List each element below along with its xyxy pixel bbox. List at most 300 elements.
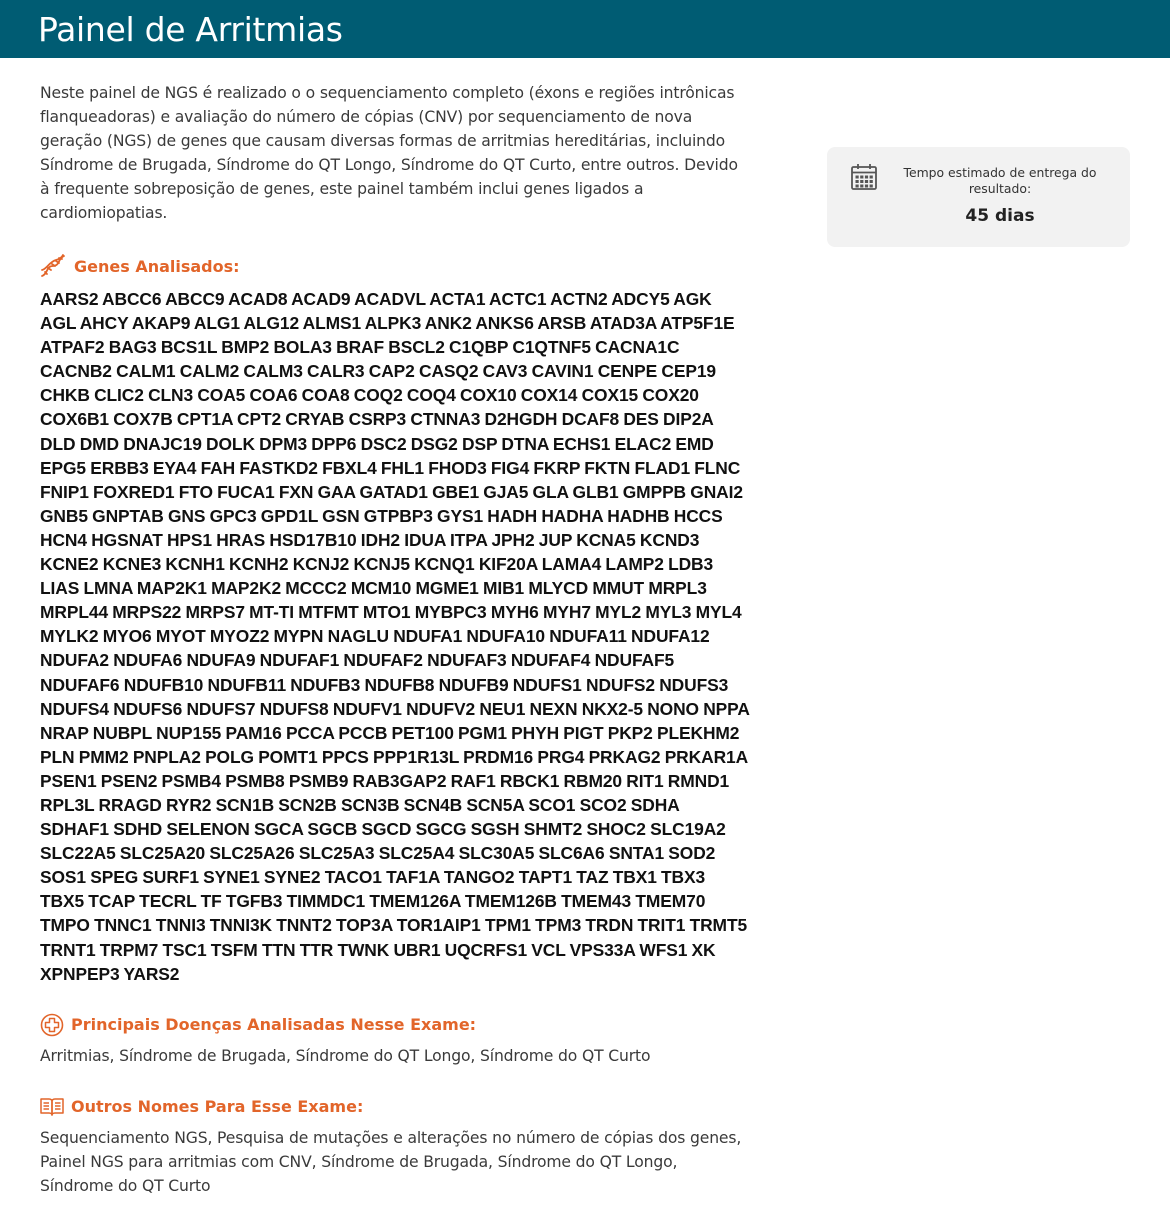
- gene-item: FHOD3: [428, 457, 487, 478]
- gene-item: NUP155: [156, 722, 222, 743]
- gene-item: AHCY: [79, 313, 129, 334]
- diseases-section-title: [40, 1012, 750, 1038]
- gene-item: MRPL44: [40, 602, 109, 623]
- gene-item: ACADVL: [354, 289, 426, 309]
- gene-item: GLA: [532, 481, 569, 502]
- gene-item: DLD: [40, 433, 76, 454]
- gene-item: SYNE1: [203, 867, 260, 888]
- gene-item: NPPA: [703, 698, 750, 719]
- gene-item: NKX2-5: [581, 698, 643, 719]
- gene-item: NDUFS7: [186, 698, 256, 719]
- gene-item: TECRL: [139, 891, 197, 912]
- other-names-text: Sequenciamento NGS, Pesquisa de mutações e alterações no número de cópias dos genes, Painel NGS para arritmias com CNV, Síndrome de Brugada, Síndrome do QT Longo, Síndrome do QT Curto: [40, 1128, 742, 1195]
- gene-item: UQCRFS1: [444, 939, 528, 960]
- gene-item: SURF1: [142, 867, 199, 888]
- gene-item: WFS1: [639, 939, 688, 960]
- gene-item: NDUFAF3: [427, 650, 507, 671]
- gene-item: CSRP3: [348, 409, 407, 430]
- gene-item: COX15: [581, 385, 639, 406]
- gene-item: NDUFA1: [393, 626, 463, 647]
- gene-item: TRMT5: [689, 915, 748, 936]
- gene-item: SCN2B: [278, 794, 337, 815]
- gene-item: TMEM126B: [464, 891, 557, 912]
- gene-item: KCNH2: [229, 554, 289, 575]
- gene-item: NDUFS3: [659, 674, 729, 695]
- gene-item: FIG4: [490, 457, 530, 478]
- gene-item: FBXL4: [322, 457, 377, 478]
- gene-item: NDUFB3: [290, 674, 361, 695]
- gene-item: KCNE2: [40, 554, 99, 575]
- gene-item: NEXN: [529, 698, 578, 719]
- gene-item: PCCB: [338, 722, 388, 743]
- gene-item: MYOT: [155, 626, 206, 647]
- gene-item: MYO6: [102, 626, 152, 647]
- gene-item: PSEN2: [100, 770, 158, 791]
- gene-item: ALG1: [193, 313, 240, 334]
- gene-item: ACAD8: [228, 289, 288, 309]
- gene-item: PPCS: [321, 746, 369, 767]
- gene-item: MTO1: [362, 602, 411, 623]
- gene-item: MYOZ2: [209, 626, 270, 647]
- gene-item: CALM1: [116, 361, 176, 382]
- gene-item: GAA: [317, 481, 356, 502]
- gene-item: LMNA: [83, 578, 133, 599]
- gene-item: NDUFS6: [113, 698, 183, 719]
- gene-item: RAB3GAP2: [352, 770, 447, 791]
- gene-item: NDUFS4: [40, 698, 109, 719]
- gene-item: TTR: [299, 939, 334, 960]
- gene-item: TMEM43: [561, 891, 632, 912]
- gene-item: ALMS1: [302, 313, 362, 334]
- gene-item: NDUFA6: [113, 650, 183, 671]
- gene-item: MRPS22: [112, 602, 182, 623]
- gene-item: MYLK2: [40, 626, 99, 647]
- gene-item: HCN4: [40, 529, 87, 550]
- gene-item: PRKAG2: [588, 746, 661, 767]
- gene-item: ELAC2: [614, 433, 672, 454]
- gene-item: SOS1: [40, 867, 86, 888]
- gene-item: PIGT: [563, 722, 604, 743]
- gene-item: TF: [200, 891, 222, 912]
- gene-item: DES: [623, 409, 659, 430]
- gene-item: TBX3: [661, 867, 706, 888]
- gene-item: PCCA: [285, 722, 335, 743]
- gene-item: NDUFA10: [466, 626, 545, 647]
- gene-item: JUP: [538, 529, 573, 550]
- gene-item: TAZ: [576, 867, 609, 888]
- gene-item: HCCS: [673, 505, 723, 526]
- gene-item: HSD17B10: [269, 529, 357, 550]
- page-header: [0, 0, 1170, 58]
- gene-item: SCN3B: [340, 794, 400, 815]
- open-book-icon: [40, 1097, 64, 1117]
- gene-item: EYA4: [152, 457, 197, 478]
- gene-item: SLC19A2: [650, 819, 726, 840]
- gene-item: FASTKD2: [239, 457, 318, 478]
- gene-item: ADCY5: [611, 289, 670, 309]
- gene-item: PHYH: [511, 722, 560, 743]
- gene-item: ANK2: [424, 313, 472, 334]
- gene-item: GJA5: [483, 481, 529, 502]
- gene-item: COX14: [520, 385, 578, 406]
- gene-item: NDUFA12: [631, 626, 710, 647]
- gene-item: NONO: [647, 698, 699, 719]
- gene-item: TPM1: [484, 915, 531, 936]
- gene-item: HADH: [487, 505, 538, 526]
- gene-item: TSFM: [210, 939, 258, 960]
- gene-item: NDUFB10: [123, 674, 204, 695]
- gene-item: GBE1: [432, 481, 480, 502]
- gene-item: IDUA: [404, 529, 446, 550]
- gene-item: CALM2: [179, 361, 240, 382]
- gene-item: DIP2A: [663, 409, 714, 430]
- gene-item: MGME1: [415, 578, 479, 599]
- gene-item: GSN: [322, 505, 360, 526]
- gene-item: POLG: [205, 746, 254, 767]
- gene-item: LDB3: [668, 554, 714, 575]
- gene-item: NDUFS2: [586, 674, 655, 695]
- gene-item: TMEM70: [635, 891, 706, 912]
- gene-item: COX7B: [113, 409, 173, 430]
- gene-item: TOR1AIP1: [396, 915, 481, 936]
- gene-item: PGM1: [458, 722, 507, 743]
- gene-item: COX20: [642, 385, 699, 406]
- gene-item: SPEG: [90, 867, 139, 888]
- gene-item: BMP2: [221, 337, 270, 358]
- gene-item: TOP3A: [336, 915, 393, 936]
- gene-item: MAP2K1: [136, 578, 207, 599]
- gene-item: LIAS: [40, 578, 80, 599]
- gene-item: FTO: [178, 481, 213, 502]
- gene-item: LAMP2: [605, 554, 664, 575]
- gene-item: SLC25A4: [378, 843, 455, 864]
- gene-item: MIB1: [482, 578, 525, 599]
- delivery-time-label: Tempo estimado de entrega do resultado:: [903, 165, 1097, 196]
- gene-item: CEP19: [661, 361, 716, 382]
- gene-item: DSP: [462, 433, 498, 454]
- gene-item: ALG12: [243, 313, 300, 334]
- gene-item: NDUFB9: [438, 674, 509, 695]
- gene-item: KCND3: [639, 529, 700, 550]
- gene-item: GNPTAB: [92, 505, 164, 526]
- gene-item: TIMMDC1: [286, 891, 366, 912]
- gene-item: RMND1: [667, 770, 730, 791]
- gene-item: KCNJ5: [353, 554, 410, 575]
- gene-item: JPH2: [491, 529, 535, 550]
- gene-item: CLIC2: [94, 385, 144, 406]
- gene-item: SHMT2: [523, 819, 583, 840]
- gene-item: SHOC2: [586, 819, 646, 840]
- gene-item: DPM3: [259, 433, 308, 454]
- gene-item: DMD: [79, 433, 119, 454]
- gene-item: TNNI3K: [209, 915, 272, 936]
- gene-item: PAM16: [225, 722, 282, 743]
- gene-item: MAP2K2: [211, 578, 282, 599]
- gene-item: CAV3: [482, 361, 528, 382]
- gene-item: COQ4: [406, 385, 456, 406]
- gene-item: NDUFA11: [549, 626, 627, 647]
- gene-item: TRDN: [585, 915, 634, 936]
- gene-item: C1QBP: [449, 337, 509, 358]
- gene-item: BAG3: [108, 337, 157, 358]
- gene-item: MRPS7: [185, 602, 245, 623]
- other-names-section-label: Outros Nomes Para Esse Exame:: [71, 1097, 364, 1117]
- gene-item: SLC25A3: [298, 843, 375, 864]
- gene-item: NDUFAF2: [343, 650, 423, 671]
- gene-item: TWNK: [337, 939, 390, 960]
- gene-item: NEU1: [479, 698, 526, 719]
- gene-item: COA5: [197, 385, 246, 406]
- gene-item: FLAD1: [634, 457, 691, 478]
- gene-item: FAH: [200, 457, 236, 478]
- gene-item: MCM10: [350, 578, 412, 599]
- gene-item: PNPLA2: [132, 746, 201, 767]
- gene-item: C1QTNF5: [512, 337, 591, 358]
- gene-item: PLEKHM2: [656, 722, 740, 743]
- gene-item: ACTC1: [489, 289, 547, 309]
- gene-item: PSEN1: [40, 770, 97, 791]
- gene-item: BOLA3: [273, 337, 332, 358]
- gene-item: PLN: [40, 746, 75, 767]
- gene-item: SLC22A5: [40, 843, 116, 864]
- gene-item: ARSB: [537, 313, 587, 334]
- gene-item: GMPPB: [622, 481, 687, 502]
- gene-item: PKP2: [607, 722, 653, 743]
- gene-item: PPP1R13L: [373, 746, 459, 767]
- gene-item: AGL: [40, 313, 77, 334]
- gene-item: ALPK3: [364, 313, 422, 334]
- gene-item: SDHAF1: [40, 819, 109, 840]
- gene-item: NDUFV2: [406, 698, 476, 719]
- gene-item: TNNT2: [276, 915, 332, 936]
- gene-item: PMM2: [78, 746, 129, 767]
- gene-item: FXN: [278, 481, 314, 502]
- gene-item: TMPO: [40, 915, 90, 936]
- gene-item: TAF1A: [386, 867, 440, 888]
- gene-item: MTFMT: [298, 602, 359, 623]
- gene-item: MYBPC3: [414, 602, 487, 623]
- gene-item: CPT1A: [176, 409, 233, 430]
- gene-item: FUCA1: [217, 481, 275, 502]
- gene-item: TRNT1: [40, 939, 96, 960]
- gene-item: ATAD3A: [589, 313, 657, 334]
- gene-item: GNS: [167, 505, 206, 526]
- diseases-section-label: Principais Doenças Analisadas Nesse Exame:: [71, 1015, 477, 1035]
- gene-item: NDUFAF6: [40, 674, 120, 695]
- gene-item: TACO1: [324, 867, 382, 888]
- delivery-time-value: 45 dias: [965, 206, 1035, 226]
- gene-item: ACAD9: [291, 289, 351, 309]
- gene-item: CTNNA3: [410, 409, 481, 430]
- gene-item: XK: [691, 939, 716, 960]
- gene-item: ECHS1: [552, 433, 611, 454]
- gene-item: BCS1L: [160, 337, 218, 358]
- gene-item: MYH7: [542, 602, 591, 623]
- gene-item: MCCC2: [285, 578, 347, 599]
- gene-item: ACTN2: [550, 289, 608, 309]
- gene-item: GLB1: [572, 481, 619, 502]
- gene-item: TNNI3: [155, 915, 206, 936]
- medical-cross-icon: [40, 1013, 64, 1037]
- gene-item: HRAS: [216, 529, 266, 550]
- gene-item: FLNC: [694, 457, 741, 478]
- gene-item: GYS1: [437, 505, 484, 526]
- dna-icon: [40, 254, 66, 278]
- gene-item: TPM3: [535, 915, 582, 936]
- gene-item: AKAP9: [131, 313, 191, 334]
- gene-item: EMD: [675, 433, 714, 454]
- gene-item: MMUT: [592, 578, 645, 599]
- gene-item: CLN3: [148, 385, 194, 406]
- gene-item: GNAI2: [690, 481, 743, 502]
- gene-item: AGK: [673, 289, 712, 309]
- gene-item: TMEM126A: [369, 891, 461, 912]
- gene-item: NUBPL: [92, 722, 152, 743]
- gene-item: TNNC1: [94, 915, 152, 936]
- gene-item: FHL1: [380, 457, 424, 478]
- page-title: Painel de Arritmias: [38, 10, 343, 49]
- gene-item: YARS2: [123, 963, 180, 984]
- gene-item: MLYCD: [528, 578, 589, 599]
- gene-item: MYPN: [273, 626, 324, 647]
- gene-item: CHKB: [40, 385, 90, 406]
- gene-item: ITPA: [449, 529, 488, 550]
- gene-item: RIT1: [626, 770, 664, 791]
- gene-item: HGSNAT: [91, 529, 163, 550]
- gene-item: RPL3L: [40, 794, 95, 815]
- gene-item: NDUFS1: [512, 674, 582, 695]
- gene-item: FKTN: [584, 457, 631, 478]
- gene-item: HADHA: [541, 505, 603, 526]
- gene-item: D2HGDH: [484, 409, 558, 430]
- gene-item: SGCG: [415, 819, 467, 840]
- gene-item: TBX5: [40, 891, 85, 912]
- gene-item: SCN4B: [403, 794, 463, 815]
- gene-item: ATPAF2: [40, 337, 105, 358]
- gene-item: KCNA5: [576, 529, 636, 550]
- gene-item: IDH2: [360, 529, 400, 550]
- gene-item: TRIT1: [637, 915, 686, 936]
- gene-item: CAP2: [368, 361, 415, 382]
- gene-item: SELENON: [166, 819, 250, 840]
- gene-item: BRAF: [336, 337, 385, 358]
- delivery-time-card: [827, 147, 1130, 247]
- gene-item: MRPL3: [648, 578, 707, 599]
- genes-section-title: [40, 253, 750, 279]
- gene-item: ABCC6: [102, 289, 162, 309]
- gene-item: PET100: [391, 722, 454, 743]
- gene-item: MYH6: [490, 602, 539, 623]
- gene-item: KCNH1: [165, 554, 225, 575]
- gene-item: VCL: [531, 939, 566, 960]
- gene-item: COQ2: [353, 385, 403, 406]
- gene-item: NDUFAF5: [594, 650, 675, 671]
- gene-item: CASQ2: [418, 361, 479, 382]
- gene-item: DNAJC19: [123, 433, 202, 454]
- gene-item: SGCA: [253, 819, 304, 840]
- gene-item: CENPE: [597, 361, 658, 382]
- gene-item: DSG2: [410, 433, 458, 454]
- gene-item: CACNB2: [40, 361, 112, 382]
- gene-item: FKRP: [533, 457, 581, 478]
- gene-item: RAF1: [450, 770, 496, 791]
- gene-item: RRAGD: [98, 794, 162, 815]
- gene-item: COA8: [301, 385, 350, 406]
- genes-section-label: Genes Analisados:: [74, 256, 240, 276]
- gene-item: PRDM16: [463, 746, 534, 767]
- gene-item: SLC6A6: [538, 843, 605, 864]
- gene-item: GPD1L: [260, 505, 318, 526]
- gene-item: CALR3: [307, 361, 365, 382]
- gene-item: COX6B1: [40, 409, 109, 430]
- gene-item: XPNPEP3: [40, 963, 120, 984]
- gene-item: COA6: [249, 385, 298, 406]
- gene-item: SLC25A20: [119, 843, 206, 864]
- gene-item: TSC1: [162, 939, 207, 960]
- diseases-text: Arritmias, Síndrome de Brugada, Síndrome do QT Longo, Síndrome do QT Curto: [40, 1046, 651, 1065]
- gene-item: AARS2: [40, 289, 99, 309]
- gene-item: HADHB: [607, 505, 670, 526]
- gene-item: NDUFAF1: [259, 650, 340, 671]
- gene-item: SDHD: [113, 819, 163, 840]
- gene-item: TTN: [261, 939, 296, 960]
- gene-item: DCAF8: [561, 409, 620, 430]
- gene-item: VPS33A: [569, 939, 636, 960]
- gene-item: KIF20A: [478, 554, 538, 575]
- gene-item: SOD2: [668, 843, 716, 864]
- gene-item: FNIP1: [40, 481, 89, 502]
- gene-item: TCAP: [88, 891, 135, 912]
- gene-item: SNTA1: [608, 843, 665, 864]
- gene-item: PSMB8: [225, 770, 285, 791]
- gene-item: TAPT1: [518, 867, 573, 888]
- gene-item: ANKS6: [475, 313, 534, 334]
- gene-item: NDUFS8: [259, 698, 329, 719]
- gene-item: SLC30A5: [458, 843, 535, 864]
- gene-item: SCO2: [579, 794, 627, 815]
- gene-item: NDUFV1: [332, 698, 402, 719]
- gene-item: SGCD: [361, 819, 412, 840]
- gene-item: KCNJ2: [292, 554, 350, 575]
- gene-item: SDHA: [630, 794, 680, 815]
- intro-text: Neste painel de NGS é realizado o o sequenciamento completo (éxons e regiões intrônicas flanqueadoras) e avaliação do número de cópias (CNV) por sequenciamento de nova geração (NGS) de genes que causam diversas formas de arritmias hereditárias, incluindo Síndrome de Brugada, Síndrome do QT Longo, Síndrome do QT Curto, entre outros. Devido à frequente sobreposição de genes, este painel também inclui genes ligados a cardiomiopatias.: [40, 84, 738, 222]
- gene-item: NDUFA9: [186, 650, 256, 671]
- gene-item: GTPBP3: [363, 505, 433, 526]
- gene-item: UBR1: [393, 939, 441, 960]
- gene-item: DSC2: [360, 433, 407, 454]
- gene-item: RBM20: [563, 770, 622, 791]
- gene-item: DOLK: [206, 433, 255, 454]
- gene-item: NDUFB11: [207, 674, 287, 695]
- gene-item: CACNA1C: [595, 337, 680, 358]
- gene-item: SYNE2: [263, 867, 321, 888]
- gene-item: CALM3: [243, 361, 303, 382]
- gene-item: KCNQ1: [414, 554, 475, 575]
- gene-item: TANGO2: [443, 867, 515, 888]
- gene-item: CPT2: [237, 409, 282, 430]
- gene-item: ABCC9: [165, 289, 225, 309]
- gene-item: RBCK1: [499, 770, 560, 791]
- gene-item: ACTA1: [429, 289, 486, 309]
- gene-item: SCO1: [528, 794, 576, 815]
- gene-list: [40, 287, 750, 986]
- gene-item: SCN1B: [215, 794, 275, 815]
- gene-item: MYL3: [645, 602, 692, 623]
- gene-item: MYL4: [695, 602, 742, 623]
- gene-item: CAVIN1: [531, 361, 594, 382]
- gene-item: PSMB4: [161, 770, 221, 791]
- gene-item: CRYAB: [285, 409, 345, 430]
